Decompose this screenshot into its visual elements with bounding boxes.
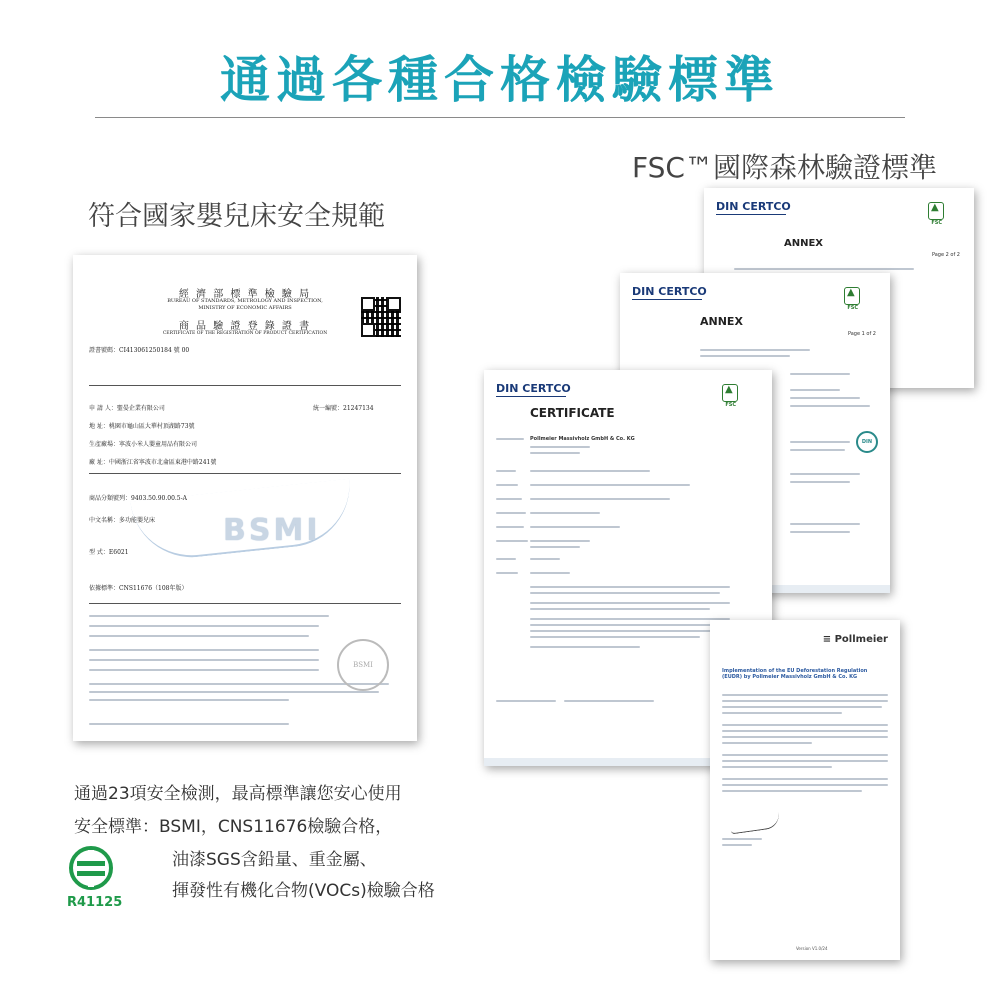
fsc-label: FSC <box>931 220 942 226</box>
cert-standard: 依據標準：CNS11676（108年版） <box>89 585 188 592</box>
certificate-title: CERTIFICATE <box>530 406 615 420</box>
bed-safety-heading: 符合國家嬰兒床安全規範 <box>88 201 385 232</box>
cert-product-name: 中文名稱：多功能嬰兒床 <box>89 517 156 524</box>
info-line-1: 通過23項安全檢測，最高標準讓您安心使用 <box>74 784 402 804</box>
cert-doc-title-en: CERTIFICATE OF THE REGISTRATION OF PRODUCT CERTIFICATION <box>162 331 328 336</box>
cert-org-zh: 經 濟 部 標 準 檢 驗 局 <box>178 289 312 300</box>
fsc-tree-icon <box>928 202 944 220</box>
page-title: 通過各種合格檢驗標準 <box>220 51 780 109</box>
bsmi-stamp: BSMI <box>337 639 389 691</box>
fsc-heading: FSC™國際森林驗證標準 <box>632 151 937 184</box>
qr-code <box>361 297 401 337</box>
cert-applicant: 申 請 人：聖晏企業有限公司 <box>89 405 165 412</box>
din-badge-icon: DIN <box>856 431 878 453</box>
cert-factory-address: 廠 址：中國浙江省寧波市北侖區東港中路241號 <box>89 459 217 466</box>
certificate-holder: Pollmeier Massivholz GmbH & Co. KG <box>530 436 635 442</box>
cert-manufacturer: 生產廠場：寧波小米人嬰童用品有限公司 <box>89 441 198 448</box>
cert-ministry: MINISTRY OF ECONOMIC AFFAIRS <box>198 305 292 311</box>
fsc-tree-icon <box>722 384 738 402</box>
info-line-3: 油漆SGS含鉛量、重金屬、 <box>172 850 377 870</box>
cert-org-en: BUREAU OF STANDARDS, METROLOGY AND INSPECTION, <box>167 298 323 304</box>
cert-doc-title: 商 品 驗 證 登 錄 證 書 <box>178 321 312 332</box>
fsc-label: FSC <box>847 305 858 311</box>
bsmi-watermark: BSMI <box>223 513 321 548</box>
cert-product-type: 商品分類號列：9403.50.90.00.5-A <box>89 495 187 502</box>
cert-number: 證書號碼：CI413061250184 號 00 <box>89 347 190 354</box>
annex-title: ANNEX <box>784 238 824 249</box>
pollmeier-letter <box>710 620 900 960</box>
din-certco-logo: DIN CERTCO <box>632 285 707 298</box>
annex-page-number: Page 1 of 2 <box>847 331 876 337</box>
cert-address: 地 址：桃園市龜山區大華村頂湖路73號 <box>89 423 195 430</box>
fsc-tree-icon <box>844 287 860 305</box>
annex-title: ANNEX <box>700 315 743 328</box>
fsc-label: FSC <box>725 402 736 408</box>
annex-page-number: Page 2 of 2 <box>931 252 960 258</box>
bsmi-certificate <box>73 255 417 741</box>
info-line-2: 安全標準：BSMI，CNS11676檢驗合格， <box>74 817 393 837</box>
bsmi-certification-mark-icon <box>67 845 115 891</box>
info-line-4: 揮發性有機化合物(VOCs)檢驗合格 <box>172 881 435 901</box>
pollmeier-logo: ≡ Pollmeier <box>822 634 888 645</box>
din-certco-logo: DIN CERTCO <box>496 382 571 395</box>
cert-model: 型 式：E6021 <box>89 549 129 556</box>
signature <box>729 813 781 835</box>
din-certco-logo: DIN CERTCO <box>716 200 791 213</box>
letter-heading: Implementation of the EU Deforestation Regulation (EUDR) by Pollmeier Massivholz GmbH & Co. KG <box>722 668 868 680</box>
certification-code: R41125 <box>67 895 123 910</box>
cert-unified-no: 統一編號：21247134 <box>313 405 374 412</box>
title-divider <box>95 117 905 118</box>
letter-footer: Version V1.0/24 <box>796 946 828 951</box>
